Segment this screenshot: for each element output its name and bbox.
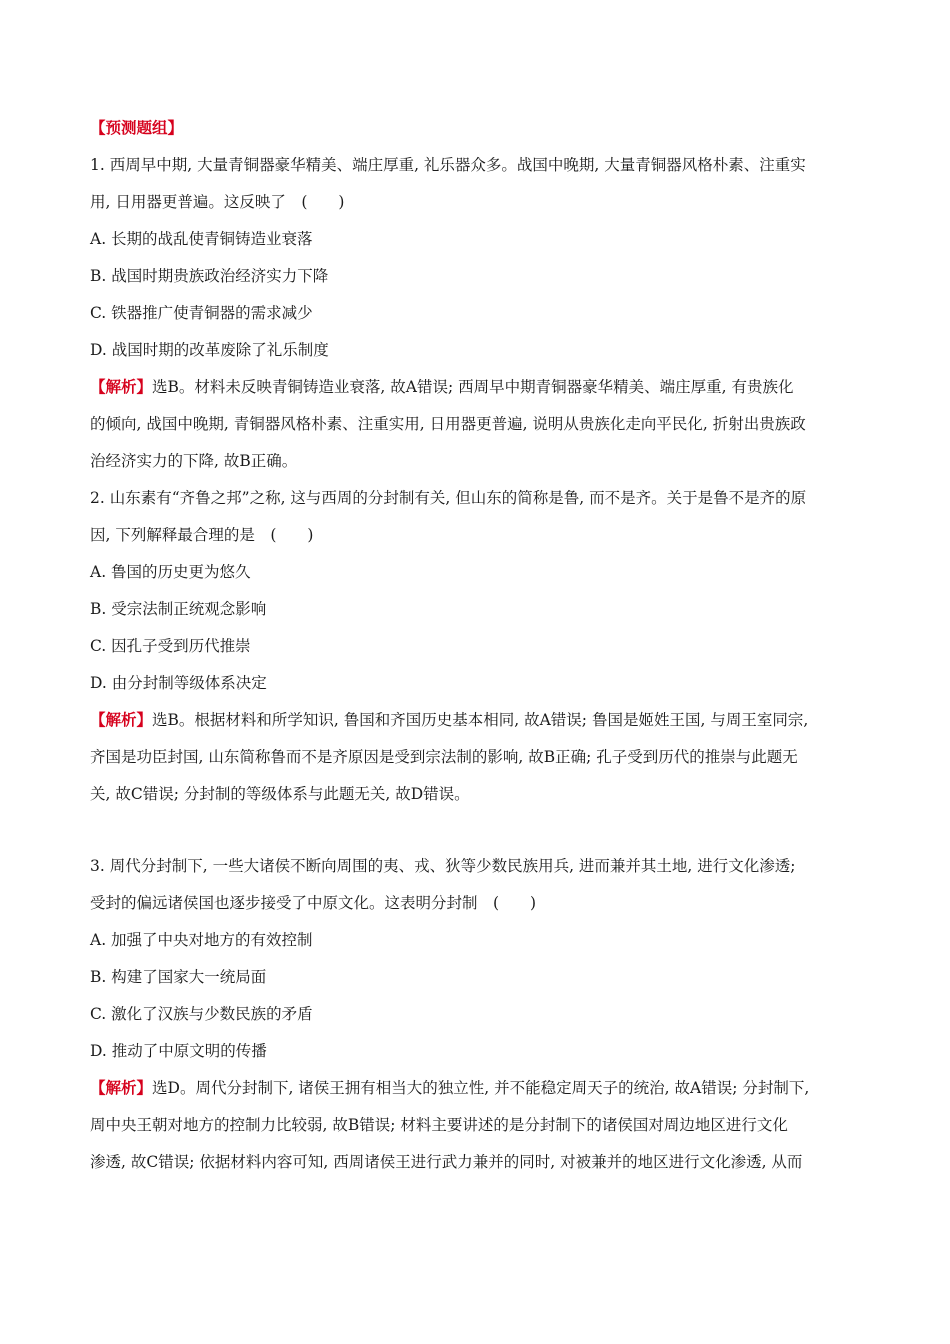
analysis-tag: 【解析】 xyxy=(90,710,153,729)
analysis-line xyxy=(90,710,865,730)
option-a: A. 加强了中央对地方的有效控制 xyxy=(90,931,313,949)
section-header: 【预测题组】 xyxy=(90,118,184,137)
question-3 xyxy=(90,856,865,1172)
option-d: D. 推动了中原文明的传播 xyxy=(90,1042,267,1060)
question-stem-line: 3. 周代分封制下, 一些大诸侯不断向周围的夷、戎、狄等少数民族用兵, 进而兼并其土地, 进行文化渗透; xyxy=(90,857,796,875)
option-c: C. 因孔子受到历代推崇 xyxy=(90,637,251,655)
analysis-line: 渗透, 故C错误; 依据材料内容可知, 西周诸侯王进行武力兼并的同时, 对被兼并的地区进行文化渗透, 从而 xyxy=(90,1153,803,1171)
question-stem-line: 因, 下列解释最合理的是 ( ) xyxy=(90,526,314,544)
analysis-line xyxy=(90,1078,865,1098)
analysis-line: 关, 故C错误; 分封制的等级体系与此题无关, 故D错误。 xyxy=(90,785,470,803)
analysis-line: 齐国是功臣封国, 山东简称鲁而不是齐原因是受到宗法制的影响, 故B正确; 孔子受到历代的推崇与此题无 xyxy=(90,748,798,766)
question-stem-line: 2. 山东素有“齐鲁之邦”之称, 这与西周的分封制有关, 但山东的简称是鲁, 而不是齐。关于是鲁不是齐的原 xyxy=(90,489,807,507)
option-d: D. 由分封制等级体系决定 xyxy=(90,674,267,692)
option-a: A. 长期的战乱使青铜铸造业衰落 xyxy=(90,230,313,248)
question-stem-line: 1. 西周早中期, 大量青铜器豪华精美、端庄厚重, 礼乐器众多。战国中晚期, 大量青铜器风格朴素、注重实 xyxy=(90,156,806,174)
analysis-tag: 【解析】 xyxy=(90,1078,153,1097)
option-c: C. 激化了汉族与少数民族的矛盾 xyxy=(90,1005,313,1023)
question-stem-line: 受封的偏远诸侯国也逐步接受了中原文化。这表明分封制 ( ) xyxy=(90,894,537,912)
question-stem-line: 用, 日用器更普遍。这反映了 ( ) xyxy=(90,193,345,211)
question-1 xyxy=(90,155,865,471)
question-2 xyxy=(90,488,865,804)
analysis-text: 选D。周代分封制下, 诸侯王拥有相当大的独立性, 并不能稳定周天子的统治, 故A错误; 分封制下, xyxy=(152,1079,810,1097)
analysis-text: 选B。材料未反映青铜铸造业衰落, 故A错误; 西周早中期青铜器豪华精美、端庄厚重, 有贵族化 xyxy=(152,378,794,396)
option-b: B. 战国时期贵族政治经济实力下降 xyxy=(90,267,329,285)
option-b: B. 构建了国家大一统局面 xyxy=(90,968,267,986)
option-b: B. 受宗法制正统观念影响 xyxy=(90,600,267,618)
option-d: D. 战国时期的改革废除了礼乐制度 xyxy=(90,341,329,359)
analysis-line: 治经济实力的下降, 故B正确。 xyxy=(90,452,298,470)
option-a: A. 鲁国的历史更为悠久 xyxy=(90,563,251,581)
analysis-text: 选B。根据材料和所学知识, 鲁国和齐国历史基本相同, 故A错误; 鲁国是姬姓王国, 与周王室同宗, xyxy=(152,711,809,729)
analysis-line xyxy=(90,377,865,397)
analysis-line: 周中央王朝对地方的控制力比较弱, 故B错误; 材料主要讲述的是分封制下的诸侯国对周边地区进行文化 xyxy=(90,1116,788,1134)
document-page xyxy=(90,118,865,1172)
option-c: C. 铁器推广使青铜器的需求减少 xyxy=(90,304,313,322)
analysis-tag: 【解析】 xyxy=(90,377,153,396)
analysis-line: 的倾向, 战国中晚期, 青铜器风格朴素、注重实用, 日用器更普遍, 说明从贵族化走向平民化, 折射出贵族政 xyxy=(90,415,806,433)
